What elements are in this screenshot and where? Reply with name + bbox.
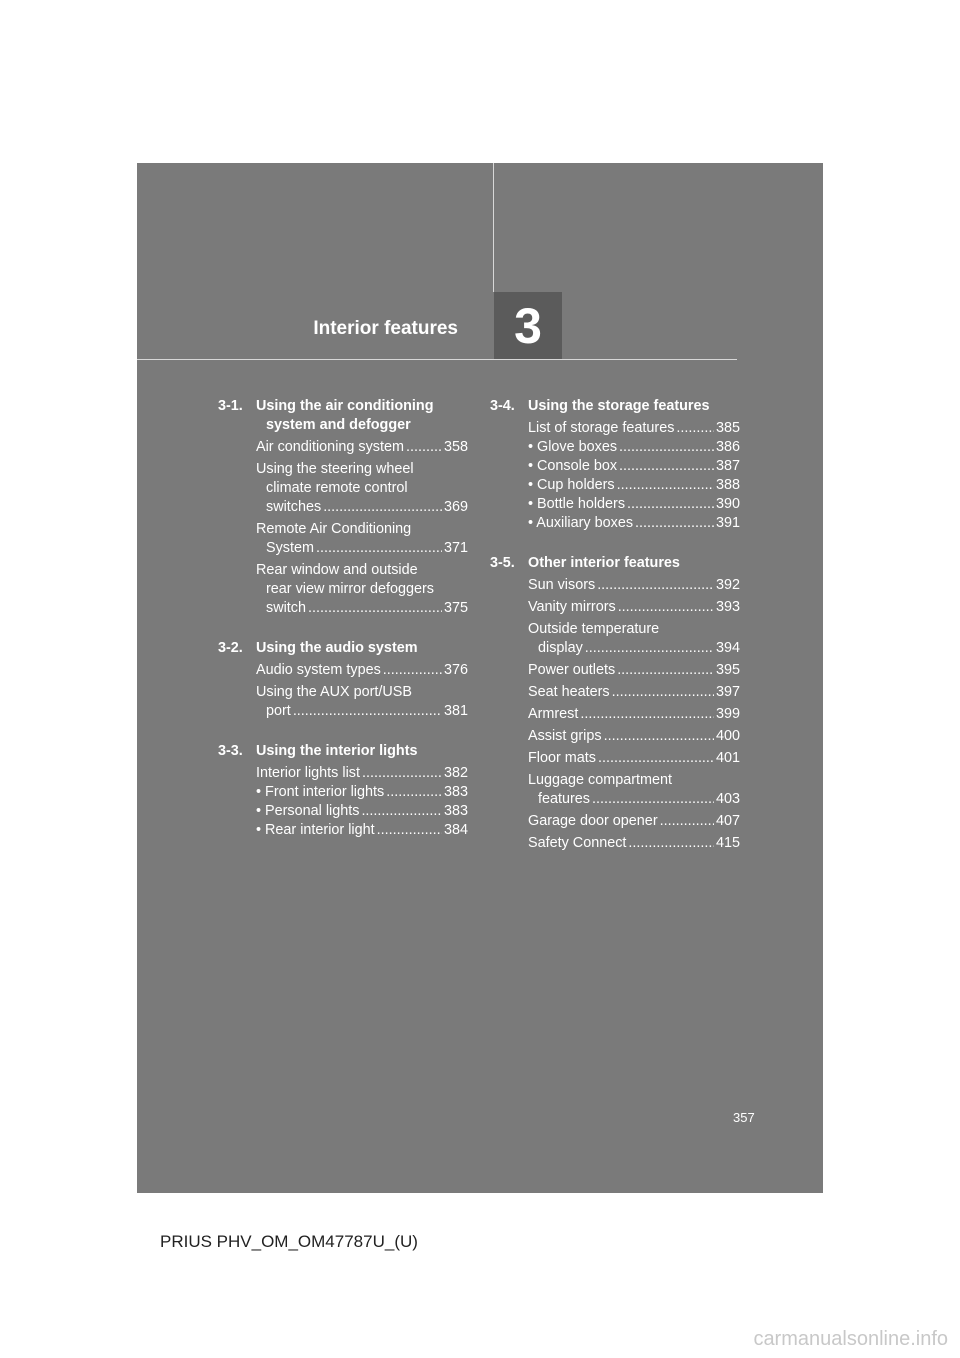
toc-entry[interactable] bbox=[256, 783, 468, 802]
section-items bbox=[218, 764, 468, 840]
entry-last-line bbox=[528, 683, 740, 702]
entry-text: System bbox=[266, 540, 314, 556]
entry-text-line: Luggage compartment bbox=[528, 772, 672, 788]
entry-page-number: 401 bbox=[715, 750, 740, 766]
leader-dots bbox=[660, 812, 714, 831]
entry-page-number: 371 bbox=[443, 540, 468, 556]
leader-dots bbox=[619, 438, 714, 457]
entry-last-line bbox=[528, 598, 740, 617]
section-title bbox=[256, 639, 468, 658]
toc-entry[interactable] bbox=[256, 764, 468, 783]
leader-dots bbox=[383, 661, 442, 680]
leader-dots bbox=[293, 702, 442, 721]
toc-entry[interactable] bbox=[528, 834, 740, 853]
entry-page-number: 385 bbox=[715, 420, 740, 436]
section-title-line: system and defogger bbox=[266, 417, 411, 433]
entry-last-line bbox=[528, 438, 740, 457]
leader-dots bbox=[676, 419, 714, 438]
entry-last-line bbox=[528, 749, 740, 768]
toc-entry[interactable] bbox=[256, 460, 468, 517]
section-heading bbox=[490, 397, 740, 416]
entry-page-number: 395 bbox=[715, 662, 740, 678]
leader-dots bbox=[597, 576, 714, 595]
leader-dots bbox=[617, 476, 714, 495]
entry-page-number: 384 bbox=[443, 822, 468, 838]
entry-text: Interior lights list bbox=[256, 765, 360, 781]
document-id: PRIUS PHV_OM_OM47787U_(U) bbox=[160, 1232, 418, 1251]
section-items bbox=[490, 576, 740, 853]
entry-last-line bbox=[256, 661, 468, 680]
entry-last-line bbox=[256, 438, 468, 457]
entry-last-line bbox=[256, 498, 468, 517]
toc-entry[interactable] bbox=[528, 419, 740, 438]
entry-last-line bbox=[256, 702, 468, 721]
entry-text: Air conditioning system bbox=[256, 439, 404, 455]
entry-last-line bbox=[528, 834, 740, 853]
entry-page-number: 400 bbox=[715, 728, 740, 744]
leader-dots bbox=[377, 821, 442, 840]
entry-text: Assist grips bbox=[528, 728, 602, 744]
toc-entry[interactable] bbox=[528, 771, 740, 809]
entry-page-number: 399 bbox=[715, 706, 740, 722]
entry-text: • Front interior lights bbox=[256, 784, 385, 800]
toc-entry[interactable] bbox=[528, 576, 740, 595]
entry-page-number: 394 bbox=[715, 640, 740, 656]
section-heading bbox=[218, 639, 468, 658]
entry-text: • Personal lights bbox=[256, 803, 360, 819]
entry-text: switch bbox=[266, 600, 306, 616]
section-title-line: Using the storage features bbox=[528, 398, 710, 414]
entry-last-line bbox=[256, 764, 468, 783]
entry-text: • Bottle holders bbox=[528, 496, 626, 512]
entry-text: • Cup holders bbox=[528, 477, 615, 493]
leader-dots bbox=[619, 457, 714, 476]
toc-entry[interactable] bbox=[256, 802, 468, 821]
leader-dots bbox=[618, 598, 714, 617]
entry-last-line bbox=[256, 539, 468, 558]
entry-text: Garage door opener bbox=[528, 813, 658, 829]
section-number: 3-3. bbox=[218, 743, 243, 759]
toc-entry[interactable] bbox=[528, 514, 740, 533]
entry-text: • Rear interior light bbox=[256, 822, 375, 838]
chapter-number-box bbox=[494, 292, 562, 359]
section-title-line: Using the air conditioning bbox=[256, 398, 434, 414]
entry-page-number: 392 bbox=[715, 577, 740, 593]
entry-page-number: 375 bbox=[443, 600, 468, 616]
toc-entry[interactable] bbox=[528, 683, 740, 702]
toc-section bbox=[218, 397, 468, 618]
entry-last-line bbox=[528, 639, 740, 658]
entry-page-number: 391 bbox=[715, 515, 740, 531]
leader-dots bbox=[628, 834, 714, 853]
entry-last-line bbox=[528, 812, 740, 831]
entry-page-number: 388 bbox=[715, 477, 740, 493]
toc-column-right bbox=[490, 397, 740, 874]
entry-last-line bbox=[528, 419, 740, 438]
toc-entry[interactable] bbox=[528, 727, 740, 746]
entry-text-line: Outside temperature bbox=[528, 621, 660, 637]
entry-last-line bbox=[528, 727, 740, 746]
entry-text: display bbox=[538, 640, 583, 656]
entry-last-line bbox=[256, 821, 468, 840]
leader-dots bbox=[361, 802, 442, 821]
leader-dots bbox=[585, 639, 714, 658]
section-title bbox=[256, 397, 468, 435]
entry-last-line bbox=[528, 514, 740, 533]
toc-column-left bbox=[218, 397, 468, 861]
leader-dots bbox=[592, 790, 714, 809]
entry-text: Safety Connect bbox=[528, 835, 627, 851]
entry-page-number: 387 bbox=[715, 458, 740, 474]
toc-entry[interactable] bbox=[528, 457, 740, 476]
entry-last-line bbox=[528, 705, 740, 724]
entry-page-number: 376 bbox=[443, 662, 468, 678]
entry-page-number: 397 bbox=[715, 684, 740, 700]
section-number: 3-2. bbox=[218, 640, 243, 656]
entry-text-line: Rear window and outside bbox=[256, 562, 418, 578]
leader-dots bbox=[386, 783, 442, 802]
entry-last-line bbox=[528, 457, 740, 476]
entry-page-number: 382 bbox=[443, 765, 468, 781]
toc-entry[interactable] bbox=[528, 620, 740, 658]
entry-last-line bbox=[528, 476, 740, 495]
entry-text: Sun visors bbox=[528, 577, 596, 593]
leader-dots bbox=[362, 764, 442, 783]
entry-text-line: Using the steering wheel bbox=[256, 461, 414, 477]
leader-dots bbox=[635, 514, 714, 533]
toc-entry[interactable] bbox=[528, 438, 740, 457]
entry-text: Power outlets bbox=[528, 662, 616, 678]
leader-dots bbox=[316, 539, 442, 558]
watermark: carmanualsonline.info bbox=[753, 1328, 948, 1350]
leader-dots bbox=[598, 749, 714, 768]
header-horizontal-rule bbox=[137, 359, 737, 360]
entry-text-line: Using the AUX port/USB bbox=[256, 684, 412, 700]
toc-entry[interactable] bbox=[528, 749, 740, 768]
entry-page-number: 390 bbox=[715, 496, 740, 512]
section-items bbox=[218, 438, 468, 618]
entry-last-line bbox=[256, 783, 468, 802]
toc-entry[interactable] bbox=[256, 821, 468, 840]
leader-dots bbox=[406, 438, 442, 457]
toc-entry[interactable] bbox=[528, 812, 740, 831]
section-title bbox=[256, 742, 468, 761]
header-vertical-rule bbox=[493, 163, 494, 292]
entry-page-number: 407 bbox=[715, 813, 740, 829]
section-title bbox=[528, 397, 740, 416]
section-number: 3-4. bbox=[490, 398, 515, 414]
section-title-line: Using the interior lights bbox=[256, 743, 418, 759]
toc-entry[interactable] bbox=[528, 661, 740, 680]
section-heading bbox=[218, 742, 468, 761]
entry-last-line bbox=[528, 576, 740, 595]
toc-section bbox=[490, 397, 740, 533]
toc-entry[interactable] bbox=[256, 683, 468, 721]
entry-text: • Glove boxes bbox=[528, 439, 618, 455]
leader-dots bbox=[627, 495, 714, 514]
entry-page-number: 386 bbox=[715, 439, 740, 455]
section-heading bbox=[218, 397, 468, 435]
leader-dots bbox=[612, 683, 714, 702]
leader-dots bbox=[617, 661, 714, 680]
entry-page-number: 403 bbox=[715, 791, 740, 807]
entry-page-number: 383 bbox=[443, 803, 468, 819]
entry-text-line: rear view mirror defoggers bbox=[266, 581, 434, 597]
entry-text: List of storage features bbox=[528, 420, 675, 436]
entry-page-number: 369 bbox=[443, 499, 468, 515]
section-heading bbox=[490, 554, 740, 573]
toc-entry[interactable] bbox=[256, 561, 468, 618]
entry-page-number: 358 bbox=[443, 439, 468, 455]
toc-entry[interactable] bbox=[256, 661, 468, 680]
leader-dots bbox=[580, 705, 714, 724]
entry-page-number: 415 bbox=[715, 835, 740, 851]
entry-text: Vanity mirrors bbox=[528, 599, 616, 615]
toc-entry[interactable] bbox=[528, 705, 740, 724]
section-items bbox=[218, 661, 468, 721]
toc-section bbox=[490, 554, 740, 853]
toc-entry[interactable] bbox=[528, 476, 740, 495]
section-number: 3-5. bbox=[490, 555, 515, 571]
entry-page-number: 381 bbox=[443, 703, 468, 719]
entry-text: Seat heaters bbox=[528, 684, 610, 700]
entry-page-number: 393 bbox=[715, 599, 740, 615]
entry-last-line bbox=[256, 802, 468, 821]
toc-section bbox=[218, 639, 468, 721]
toc-section bbox=[218, 742, 468, 840]
toc-entry[interactable] bbox=[528, 598, 740, 617]
chapter-number: 3 bbox=[514, 297, 542, 354]
toc-entry[interactable] bbox=[256, 438, 468, 457]
entry-text: • Auxiliary boxes bbox=[528, 515, 634, 531]
chapter-title: Interior features bbox=[313, 318, 458, 339]
entry-last-line bbox=[256, 599, 468, 618]
entry-text-line: Remote Air Conditioning bbox=[256, 521, 412, 537]
entry-text: port bbox=[266, 703, 291, 719]
section-title bbox=[528, 554, 740, 573]
entry-last-line bbox=[528, 790, 740, 809]
entry-text: Armrest bbox=[528, 706, 579, 722]
entry-last-line bbox=[528, 661, 740, 680]
leader-dots bbox=[604, 727, 714, 746]
section-number: 3-1. bbox=[218, 398, 243, 414]
entry-text: switches bbox=[266, 499, 322, 515]
toc-entry[interactable] bbox=[528, 495, 740, 514]
entry-text: • Console box bbox=[528, 458, 618, 474]
section-items bbox=[490, 419, 740, 533]
leader-dots bbox=[308, 599, 442, 618]
entry-text-line: climate remote control bbox=[266, 480, 408, 496]
entry-text: Floor mats bbox=[528, 750, 596, 766]
entry-text: features bbox=[538, 791, 590, 807]
entry-page-number: 383 bbox=[443, 784, 468, 800]
entry-text: Audio system types bbox=[256, 662, 381, 678]
section-title-line: Other interior features bbox=[528, 555, 680, 571]
entry-last-line bbox=[528, 495, 740, 514]
page-number: 357 bbox=[733, 1110, 755, 1125]
leader-dots bbox=[323, 498, 442, 517]
toc-entry[interactable] bbox=[256, 520, 468, 558]
section-title-line: Using the audio system bbox=[256, 640, 418, 656]
